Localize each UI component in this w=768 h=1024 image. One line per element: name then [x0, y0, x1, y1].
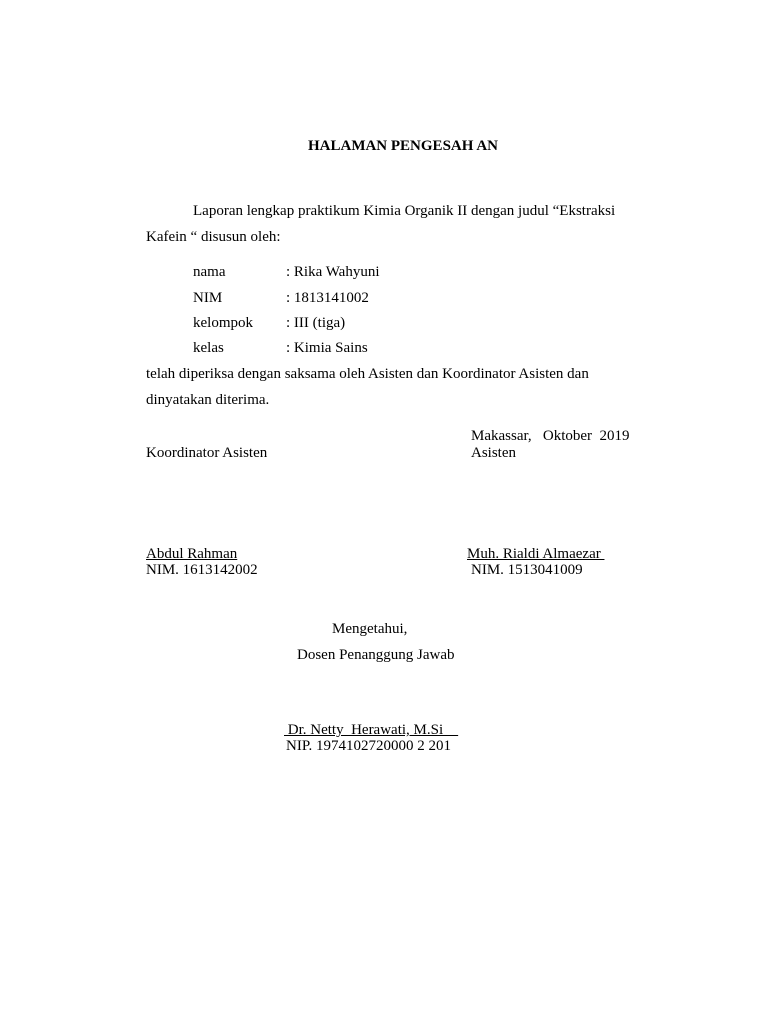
field-label: kelas	[193, 340, 224, 356]
field-value: : 1813141002	[286, 290, 369, 306]
right-signatory-id: NIM. 1513041009	[471, 562, 583, 578]
field-label: NIM	[193, 290, 223, 306]
field-value: : Rika Wahyuni	[286, 264, 380, 280]
acknowledgement-id: NIP. 1974102720000 2 201	[286, 738, 452, 754]
left-signatory-role: Koordinator Asisten	[146, 445, 268, 461]
intro-line-2: Kafein “ disusun oleh:	[146, 229, 281, 245]
field-value: : Kimia Sains	[286, 340, 368, 356]
acknowledgement-name: Dr. Netty Herawati, M.Si	[284, 722, 459, 738]
intro-line-1: Laporan lengkap praktikum Kimia Organik II dengan judul “Ekstraksi	[193, 203, 616, 219]
closing-line-2: dinyatakan diterima.	[146, 392, 270, 408]
field-kelas	[193, 339, 493, 357]
field-nim	[193, 289, 493, 307]
field-nama	[193, 263, 493, 281]
acknowledgement-label: Mengetahui,	[332, 621, 408, 637]
left-signatory-name: Abdul Rahman	[146, 546, 238, 562]
field-kelompok	[193, 314, 493, 332]
acknowledgement-role: Dosen Penanggung Jawab	[297, 647, 455, 663]
left-signatory-id: NIM. 1613142002	[146, 562, 258, 578]
place-date: Makassar, Oktober 2019	[471, 428, 630, 444]
field-label: nama	[193, 264, 226, 280]
right-signatory-name: Muh. Rialdi Almaezar	[467, 546, 605, 562]
right-signatory-role: Asisten	[471, 445, 516, 461]
closing-line-1: telah diperiksa dengan saksama oleh Asisten dan Koordinator Asisten dan	[146, 366, 589, 382]
page-title: HALAMAN PENGESAH AN	[307, 138, 498, 154]
field-value: : III (tiga)	[286, 315, 346, 331]
field-label: kelompok	[193, 315, 253, 331]
